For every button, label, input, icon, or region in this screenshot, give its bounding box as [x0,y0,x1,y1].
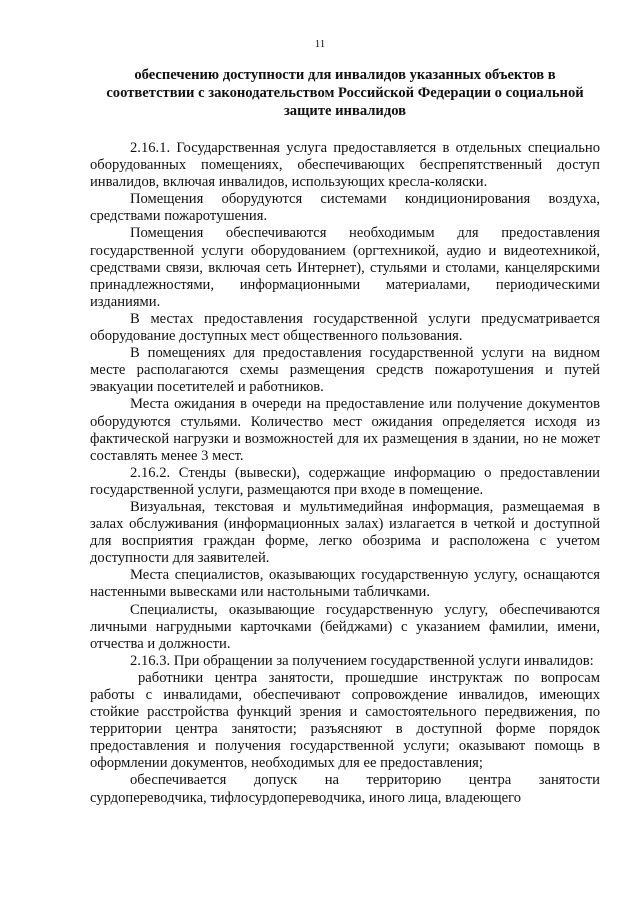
paragraph-public-places: В местах предоставления государственной услуги предусматривается оборудование доступных мест общественного пользования. [90,310,600,345]
document-body [90,140,600,807]
paragraph-specialist-places: Места специалистов, оказывающих государственную услугу, оснащаются настенными вывесками или настольными табличками. [90,567,600,601]
paragraph-evacuation-schemes: В помещениях для предоставления государственной услуги на видном месте располагаются схемы размещения средств пожаротушения и путей эвакуации посетителей и работников. [90,345,600,396]
paragraph-2-16-2: 2.16.2. Стенды (вывески), содержащие информацию о предоставлении государственной услуги, размещаются при входе в помещение. [90,464,600,498]
paragraph-center-staff: работники центра занятости, прошедшие инструктаж по вопросам работы с инвалидами, обеспечивают сопровождение инвалидов, имеющих стойкие расстройства функций зрения и самостоятельного передвижения, по территории центра занятости; разъясняют в доступной форме порядок предоставления и получения государственной услуги; оказывают помощь в оформлении документов, необходимых для ее предоставления; [90,669,600,772]
paragraph-equipment: Помещения обеспечиваются необходимым для предоставления государственной услуги оборудованием (оргтехникой, аудио и видеотехникой, средствами связи, включая сеть Интернет), стульями и столами, канцелярскими принадлежностями, информационными материалами, периодическими изданиями. [90,225,600,310]
paragraph-air-conditioning: Помещения оборудуются системами кондиционирования воздуха, средствами пожаротушения. [90,191,600,225]
page-number: 11 [314,38,326,50]
paragraph-2-16-1: 2.16.1. Государственная услуга предоставляется в отдельных специально оборудованных помещениях, обеспечивающих беспрепятственный доступ инвалидов, включая инвалидов, использующих кресла-коляски. [90,140,600,191]
section-heading: обеспечению доступности для инвалидов указанных объектов в соответствии с законодательством Российской Федерации о социальной защите инвалидов [106,67,584,119]
paragraph-waiting-places: Места ожидания в очереди на предоставление или получение документов оборудуются стульями. Количество мест ожидания определяется исходя из фактической нагрузки и возможностей для их размещения в здании, но не может составлять менее 3 мест. [90,396,600,464]
paragraph-badges: Специалисты, оказывающие государственную услугу, обеспечиваются личными нагрудными карточками (бейджами) с указанием фамилии, имени, отчества и должности. [90,601,600,652]
paragraph-2-16-3: 2.16.3. При обращении за получением государственной услуги инвалидов: [130,652,594,669]
paragraph-interpreter-access: обеспечивается допуск на территорию центра занятости сурдопереводчика, тифлосурдопереводчика, иного лица, владеющего [90,772,600,806]
paragraph-visual-info: Визуальная, текстовая и мультимедийная информация, размещаемая в залах обслуживания (информационных залах) излагается в четкой и доступной для восприятия граждан форме, легко обозрима и расположена с учетом доступности для заявителей. [90,498,600,567]
